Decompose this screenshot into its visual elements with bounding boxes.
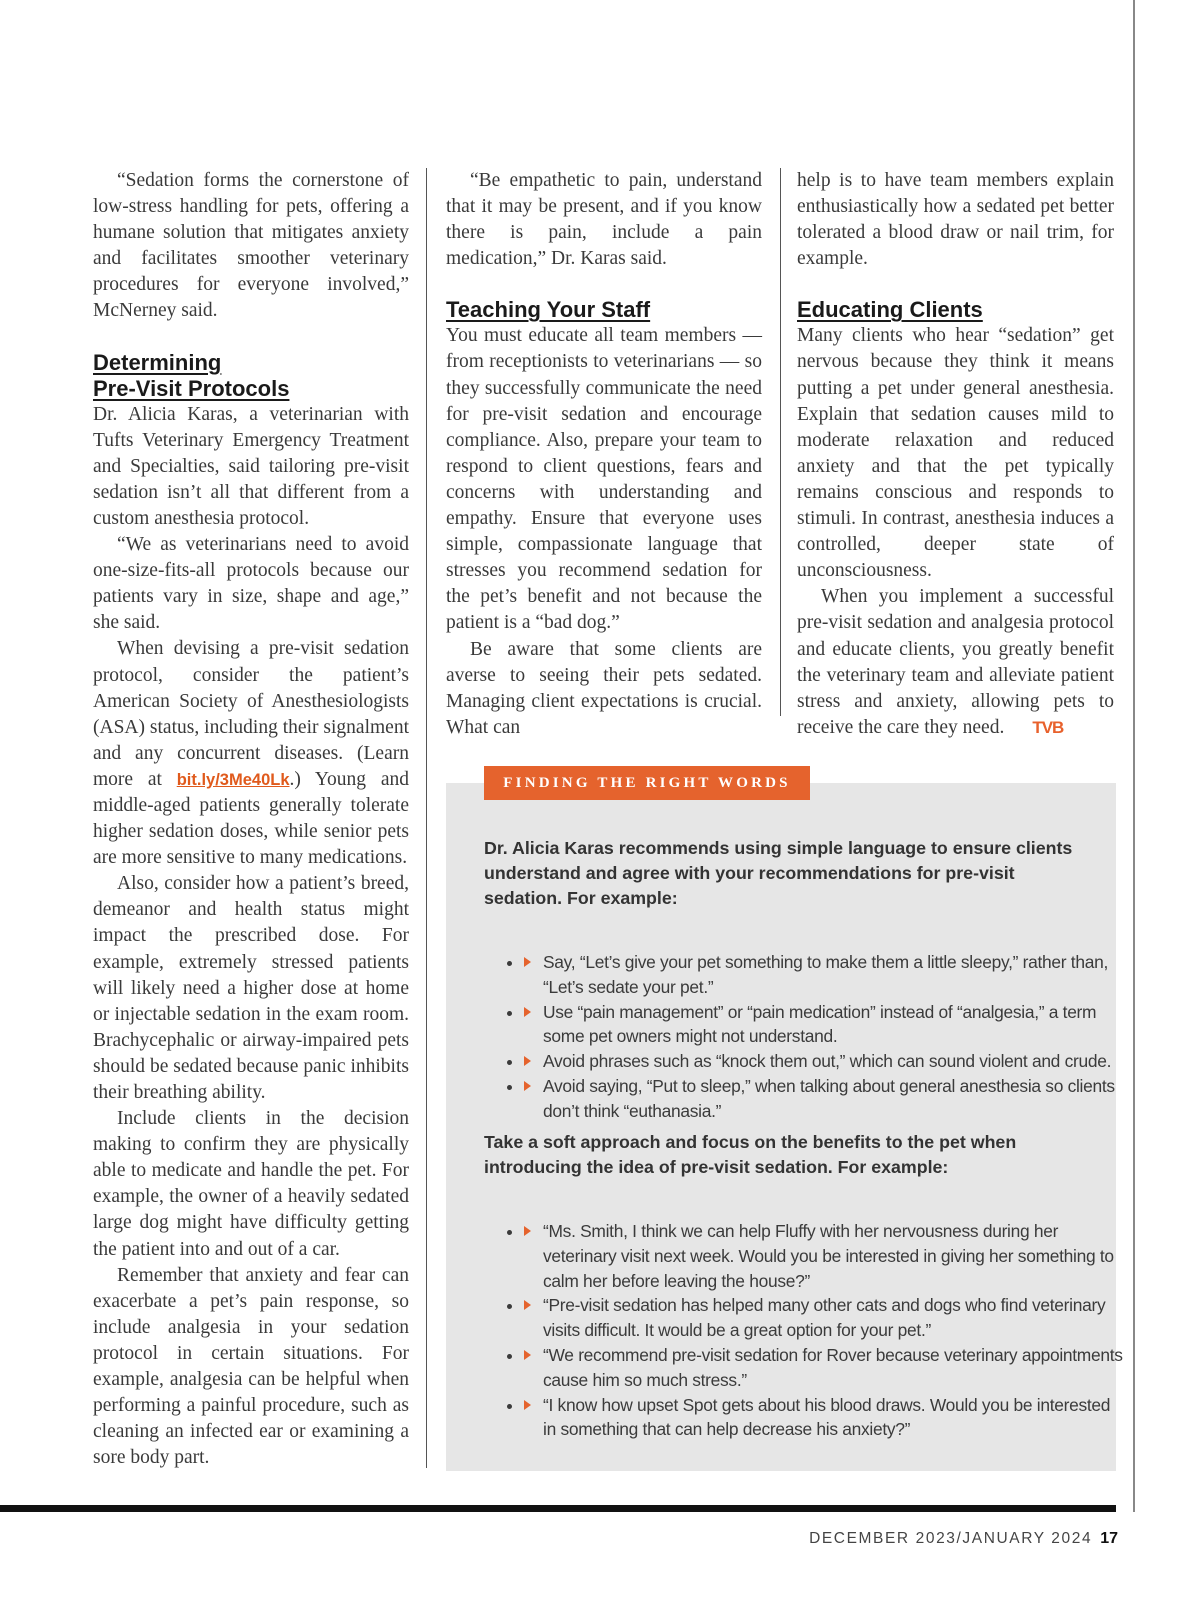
heading-line: Determining [93,349,222,375]
list-item-text: Avoid phrases such as “knock them out,” which can sound violent and crude. [543,1051,1112,1072]
section-heading-educating-clients: Educating Clients [797,297,983,323]
sidebar-intro: Take a soft approach and focus on the benefits to the pet when introducing the idea of pre-visit sedation. For example: [484,1132,1017,1177]
reference-link[interactable]: bit.ly/3Me40Lk [176,770,290,789]
list-item [524,1393,1124,1443]
section-heading-determining-protocols [93,350,409,402]
page-footer [809,1530,1118,1548]
list-item-text: Avoid saying, “Put to sleep,” when talking about general anesthesia so clients don’t think “euthanasia.” [543,1075,1115,1121]
paragraph: “Be empathetic to pain, understand that it may be present, and if you know there is pain, include a pain medication,” Dr. Karas said. [446,170,762,270]
article-column-1 [93,168,409,1471]
paragraph: help is to have team members explain enthusiastically how a sedated pet better tolerated a blood draw or nail trim, for example. [797,170,1114,270]
bullet-triangle-icon [524,1400,531,1410]
paragraph: Dr. Alicia Karas, a veterinarian with Tufts Veterinary Emergency Treatment and Specialties, said tailoring pre-visit sedation isn’t all that different from a custom anesthesia protocol. [93,403,409,529]
page-edge-rule [1133,0,1135,1512]
list-item [524,1049,1124,1074]
list-item-text: “Ms. Smith, I think we can help Fluffy with her nervousness during her veterinary visit next week. Would you be interested in giving her something to calm her before leaving the house?” [543,1221,1114,1291]
issue-date: DECEMBER 2023/JANUARY 2024 [809,1530,1093,1547]
bottom-rule-bar [0,1505,1116,1512]
paragraph-text: When devising a pre-visit sedation protocol, consider the patient’s American Society of Anesthesiologists (ASA) status, including their signalment and any concurrent diseases. (Learn more at [93,638,409,790]
list-item-text: Use “pain management” or “pain medication” instead of “analgesia,” a term some pet owners might not understand. [543,1001,1097,1047]
paragraph: Be aware that some clients are averse to seeing their pets sedated. Managing client expectations is crucial. What can [446,638,762,738]
heading-line: Pre-Visit Protocols [93,375,290,401]
list-item [524,950,1124,1000]
paragraph: “Sedation forms the cornerstone of low-stress handling for pets, offering a humane solution that mitigates anxiety and facilitates smoother veterinary procedures for everyone involved,” McNerney said. [93,170,409,322]
column-divider [780,168,781,716]
bullet-triangle-icon [524,1300,531,1310]
page-number: 17 [1100,1530,1118,1547]
bullet-triangle-icon [524,1081,531,1091]
paragraph-text: .) Young and middle-aged patients generally tolerate higher sedation doses, while senior pets are more sensitive to many medications. [93,768,409,869]
bullet-triangle-icon [524,1226,531,1236]
list-item [524,1343,1124,1393]
paragraph: Also, consider how a patient’s breed, demeanor and health status might impact the prescribed dose. For example, extremely stressed patients will likely need a higher dose at home or injectable sedation in the exam room. Brachycephalic or airway-impaired pets should be sedated because panic inhibits their breathing ability. [93,873,409,1103]
paragraph: “We as veterinarians need to avoid one-size-fits-all protocols because our patients vary in size, shape and age,” she said. [93,534,409,634]
sidebar-list-1 [484,950,1124,1124]
list-item [524,1219,1124,1293]
bullet-triangle-icon [524,1350,531,1360]
section-heading-teaching-staff: Teaching Your Staff [446,297,651,323]
list-item-text: “I know how upset Spot gets about his blood draws. Would you be interested in something that can help decrease his anxiety?” [543,1394,1111,1440]
sidebar-list-2 [484,1219,1124,1442]
paragraph: Remember that anxiety and fear can exacerbate a pet’s pain response, so include analgesia in your sedation protocol in certain situations. For example, analgesia can be helpful when performing a painful procedure, such as cleaning an infected ear or examining a sore body part. [93,1264,409,1469]
paragraph [93,636,409,871]
paragraph: Include clients in the decision making to confirm they are physically able to medicate and handle the pet. For example, the owner of a heavily sedated large dog might have difficulty getting the patient into and out of a car. [93,1108,409,1260]
paragraph: You must educate all team members — from receptionists to veterinarians — so they successfully communicate the need for pre-visit sedation and encourage compliance. Also, prepare your team to respond to client questions, fears and concerns with understanding and empathy. Ensure that everyone uses simple, compassionate language that stresses you recommend sedation for the pet’s benefit and not because the patient is a “bad dog.” [446,325,762,634]
article-column-2 [446,168,762,741]
list-item-text: “We recommend pre-visit sedation for Rover because veterinary appointments cause him so much stress.” [543,1344,1123,1390]
bullet-triangle-icon [524,1056,531,1066]
paragraph-text: When you implement a successful pre-visit sedation and analgesia protocol and educate clients, you greatly benefit the veterinary team and alleviate patient stress and anxiety, allowing pets to receive the care they need. [797,586,1114,738]
list-item [524,1000,1124,1050]
paragraph [797,584,1114,741]
list-item-text: “Pre-visit sedation has helped many other cats and dogs who find veterinary visits difficult. It would be a great option for your pet.” [543,1295,1106,1341]
bullet-triangle-icon [524,1007,531,1017]
bullet-triangle-icon [524,957,531,967]
paragraph: Many clients who hear “sedation” get nervous because they think it means putting a pet under general anesthesia. Explain that sedation causes mild to moderate relaxation and reduced anxiety and that the pet typically remains conscious and responds to stimuli. In contrast, anesthesia induces a controlled, deeper state of unconsciousness. [797,325,1114,582]
list-item-text: Say, “Let’s give your pet something to make them a little sleepy,” rather than, “Let’s sedate your pet.” [543,952,1108,997]
tvb-logo-end-mark: TVB [1032,717,1064,737]
sidebar-label: FINDING THE RIGHT WORDS [484,766,810,800]
article-column-3 [797,168,1114,741]
list-item [524,1074,1124,1124]
sidebar-intro: Dr. Alicia Karas recommends using simple language to ensure clients understand and agree with your recommendations for pre-visit sedation. For example: [484,838,1073,908]
column-divider [426,168,427,1468]
list-item [524,1293,1124,1343]
